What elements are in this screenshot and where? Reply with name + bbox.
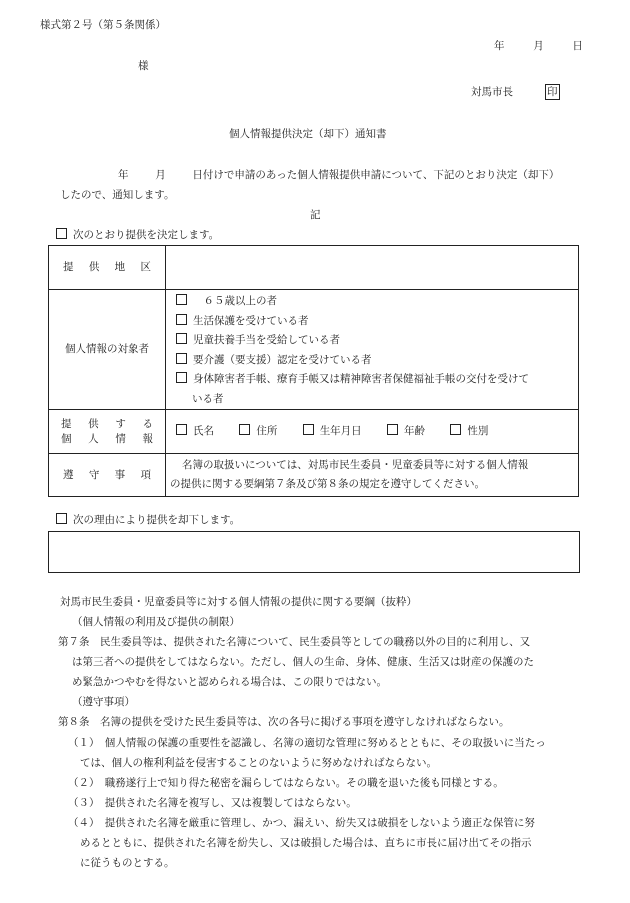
article-7-line-1: 第７条 民生委員等は、提供された名簿について、民生委員等としての職務以外の目的に利用し、又 bbox=[58, 636, 531, 648]
item-1-line-1: （１） 個人情報の保護の重要性を認識し、名簿の適切な管理に努めるとともに、その取扱いに当たっ bbox=[68, 737, 546, 749]
excerpt-sub-2: （遵守事項） bbox=[72, 696, 135, 708]
target-option[interactable]: 生活保護を受けている者 bbox=[176, 312, 578, 332]
area-value-cell[interactable] bbox=[166, 246, 579, 290]
comply-text-cell bbox=[166, 454, 579, 497]
row-compliance bbox=[49, 454, 579, 497]
target-option[interactable]: 身体障害者手帳、療育手帳又は精神障害者保健福祉手帳の交付を受けて bbox=[176, 370, 578, 390]
comply-line-2: の提供に関する要綱第７条及び第８条の規定を遵守してください。 bbox=[170, 478, 485, 490]
info-options-cell bbox=[166, 410, 579, 454]
checkbox[interactable] bbox=[450, 424, 461, 435]
checkbox[interactable] bbox=[176, 333, 187, 344]
checkbox[interactable] bbox=[176, 294, 187, 305]
info-label-cell bbox=[49, 410, 166, 454]
row-targets bbox=[49, 290, 579, 410]
excerpt-sub-1: （個人情報の利用及び提供の制限） bbox=[72, 616, 240, 628]
checkbox[interactable] bbox=[176, 372, 187, 383]
refuse-decision-text: 次の理由により提供を却下します。 bbox=[73, 514, 241, 526]
info-label-line-2: 個 人 情 報 bbox=[61, 432, 153, 445]
refuse-decision-line bbox=[56, 513, 240, 527]
area-label-cell bbox=[49, 246, 166, 290]
row-info bbox=[49, 410, 579, 454]
item-4-line-1: （４） 提供された名簿を厳重に管理し、かつ、漏えい、紛失又は破損をしないよう適正な保管に努 bbox=[68, 817, 535, 829]
intro-line-1 bbox=[118, 168, 559, 182]
target-option[interactable]: ６５歳以上の者 bbox=[176, 292, 578, 312]
refuse-checkbox[interactable] bbox=[56, 513, 67, 524]
intro-month: 月 bbox=[155, 169, 166, 181]
provide-checkbox[interactable] bbox=[56, 228, 67, 239]
checkbox[interactable] bbox=[176, 424, 187, 435]
info-option-birthdate[interactable]: 生年月日 bbox=[303, 425, 362, 437]
article-7-line-2: は第三者への提供をしてはならない。ただし、個人の生命、身体、健康、生活又は財産の保護のた bbox=[72, 656, 534, 668]
checkbox[interactable] bbox=[387, 424, 398, 435]
checkbox[interactable] bbox=[303, 424, 314, 435]
row-area bbox=[49, 246, 579, 290]
intro-line-2: したので、通知します。 bbox=[60, 189, 175, 201]
item-2: （２） 職務遂行上で知り得た秘密を漏らしてはならない。その職を退いた後も同様とする。 bbox=[68, 777, 504, 789]
date-year: 年 bbox=[494, 40, 505, 52]
article-7-line-3: め緊急かつやむを得ないと認められる場合は、この限りではない。 bbox=[72, 676, 387, 688]
comply-line-1: 名簿の取扱いについては、対馬市民生委員・児童委員等に対する個人情報 bbox=[182, 459, 529, 471]
checkbox[interactable] bbox=[176, 314, 187, 325]
target-option[interactable]: 要介護（要支援）認定を受けている者 bbox=[176, 351, 578, 371]
target-label-cell bbox=[49, 290, 166, 410]
item-4-line-3: に従うものとする。 bbox=[80, 857, 175, 869]
provide-decision-line bbox=[56, 228, 219, 242]
info-option-address[interactable]: 住所 bbox=[239, 425, 277, 437]
decision-table bbox=[48, 245, 579, 497]
date-month: 月 bbox=[533, 40, 544, 52]
target-option-continued: いる者 bbox=[192, 392, 224, 405]
item-1-line-2: ては、個人の権利利益を侵害することのないように努めなければならない。 bbox=[80, 757, 437, 769]
issuer-name: 対馬市長 bbox=[471, 86, 513, 98]
date-day: 日 bbox=[572, 40, 583, 52]
excerpt-heading: 対馬市民生委員・児童委員等に対する個人情報の提供に関する要綱（抜粋） bbox=[60, 596, 417, 608]
document-title: 個人情報提供決定（却下）通知書 bbox=[229, 128, 387, 140]
target-options-cell bbox=[166, 290, 579, 410]
article-8: 第８条 名簿の提供を受けた民生委員等は、次の各号に掲げる事項を遵守しなければならない。 bbox=[58, 716, 510, 728]
comply-label: 遵 守 事 項 bbox=[63, 468, 151, 481]
info-option-age[interactable]: 年齢 bbox=[387, 425, 425, 437]
target-option[interactable]: 児童扶養手当を受給している者 bbox=[176, 331, 578, 351]
intro-year: 年 bbox=[118, 169, 129, 181]
provide-decision-text: 次のとおり提供を決定します。 bbox=[73, 229, 220, 241]
checkbox[interactable] bbox=[239, 424, 250, 435]
info-option-gender[interactable]: 性別 bbox=[450, 425, 488, 437]
info-label-line-1: 提 供 す る bbox=[61, 418, 153, 431]
ki-label: 記 bbox=[310, 209, 321, 221]
target-label: 個人情報の対象者 bbox=[65, 343, 149, 356]
addressee-suffix: 様 bbox=[138, 60, 149, 72]
item-3: （３） 提供された名簿を複写し、又は複製してはならない。 bbox=[68, 797, 357, 809]
item-4-line-2: めるとともに、提供された名簿を紛失し、又は破損した場合は、直ちに市長に届け出てその指示 bbox=[80, 837, 532, 849]
form-number: 様式第２号（第５条関係） bbox=[40, 19, 166, 31]
date-line bbox=[494, 39, 583, 53]
info-option-name[interactable]: 氏名 bbox=[176, 425, 214, 437]
issuer-line bbox=[471, 84, 560, 100]
refuse-reason-box[interactable] bbox=[48, 531, 580, 573]
comply-label-cell bbox=[49, 454, 166, 497]
seal-stamp: 印 bbox=[547, 86, 558, 98]
intro-text: 日付けで申請のあった個人情報提供申請について、下記のとおり決定（却下） bbox=[192, 169, 560, 181]
checkbox[interactable] bbox=[176, 353, 187, 364]
area-label: 提 供 地 区 bbox=[63, 261, 151, 274]
